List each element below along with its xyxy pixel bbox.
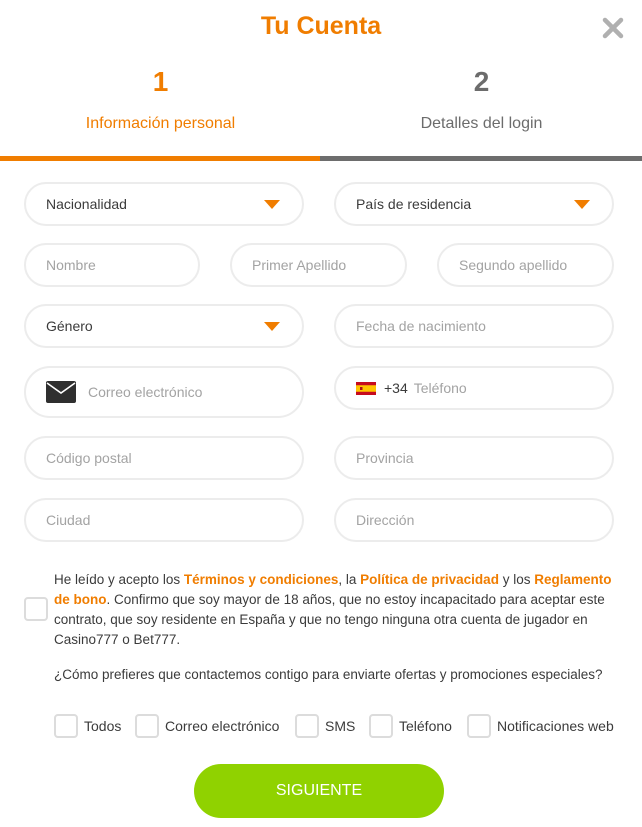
step-login-details[interactable] — [321, 66, 642, 133]
nationality-value: Nacionalidad — [46, 196, 127, 212]
terms-text-part: . Confirmo que soy mayor de 18 años, que no estoy incapacitado para aceptar este contrato, que soy residente en España y que no tengo ninguna otra cuenta de jugador en Casino777 o Bet777. — [54, 592, 605, 647]
terms-checkbox[interactable] — [24, 597, 48, 621]
province-input[interactable] — [334, 436, 614, 480]
email-field[interactable] — [24, 366, 304, 418]
city-placeholder: Ciudad — [46, 512, 91, 528]
phone-placeholder: Teléfono — [413, 380, 467, 396]
residence-country-value: País de residencia — [356, 196, 472, 212]
first-surname-input[interactable] — [230, 243, 407, 287]
postal-code-placeholder: Código postal — [46, 450, 132, 466]
chevron-down-icon — [264, 322, 280, 331]
email-placeholder: Correo electrónico — [88, 384, 203, 400]
first-name-placeholder: Nombre — [46, 257, 96, 273]
privacy-policy-link[interactable]: Política de privacidad — [360, 572, 499, 587]
envelope-icon — [46, 381, 76, 403]
contact-question: ¿Cómo prefieres que contactemos contigo para enviarte ofertas y promociones especiales? — [54, 667, 603, 682]
step-personal-info[interactable] — [0, 66, 321, 133]
progress-bar-remaining — [320, 156, 642, 161]
contact-web-notifications-checkbox[interactable] — [467, 714, 491, 738]
city-input[interactable] — [24, 498, 304, 542]
phone-field[interactable] — [334, 366, 614, 410]
spain-flag-icon[interactable] — [356, 382, 376, 395]
contact-web-notifications-label: Notificaciones web — [497, 718, 614, 734]
second-surname-placeholder: Segundo apellido — [459, 257, 568, 273]
chevron-down-icon — [574, 200, 590, 209]
contact-sms-label: SMS — [325, 718, 356, 734]
close-icon[interactable] — [602, 17, 624, 39]
contact-phone-checkbox[interactable] — [369, 714, 393, 738]
step-number: 2 — [473, 66, 490, 97]
residence-country-select[interactable] — [334, 182, 614, 226]
step-label: Información personal — [85, 115, 236, 132]
step-label: Detalles del login — [420, 115, 543, 132]
contact-phone-label: Teléfono — [399, 718, 452, 734]
contact-sms-checkbox[interactable] — [295, 714, 319, 738]
progress-bar-completed — [0, 156, 320, 161]
phone-prefix: +34 — [384, 380, 408, 396]
bonus-rules-link[interactable]: Reglamento de bono — [54, 572, 612, 607]
step-number: 1 — [152, 66, 169, 97]
address-placeholder: Dirección — [356, 512, 415, 528]
first-surname-placeholder: Primer Apellido — [252, 257, 347, 273]
second-surname-input[interactable] — [437, 243, 614, 287]
terms-link[interactable]: Términos y condiciones — [183, 572, 339, 587]
address-input[interactable] — [334, 498, 614, 542]
first-name-input[interactable] — [24, 243, 200, 287]
next-button[interactable]: SIGUIENTE — [194, 764, 444, 818]
chevron-down-icon — [264, 200, 280, 209]
terms-text — [54, 570, 624, 650]
gender-select[interactable] — [24, 304, 304, 348]
terms-text-part: , la — [338, 572, 361, 587]
birth-date-placeholder: Fecha de nacimiento — [356, 318, 486, 334]
province-placeholder: Provincia — [356, 450, 414, 466]
postal-code-input[interactable] — [24, 436, 304, 480]
contact-email-label: Correo electrónico — [165, 718, 280, 734]
contact-email-checkbox[interactable] — [135, 714, 159, 738]
contact-all-checkbox[interactable] — [54, 714, 78, 738]
gender-value: Género — [46, 318, 93, 334]
page-title: Tu Cuenta — [260, 12, 382, 40]
birth-date-input[interactable] — [334, 304, 614, 348]
nationality-select[interactable] — [24, 182, 304, 226]
contact-all-label: Todos — [84, 718, 122, 734]
terms-text-part: y los — [498, 572, 535, 587]
terms-text-part: He leído y acepto los — [54, 572, 184, 587]
